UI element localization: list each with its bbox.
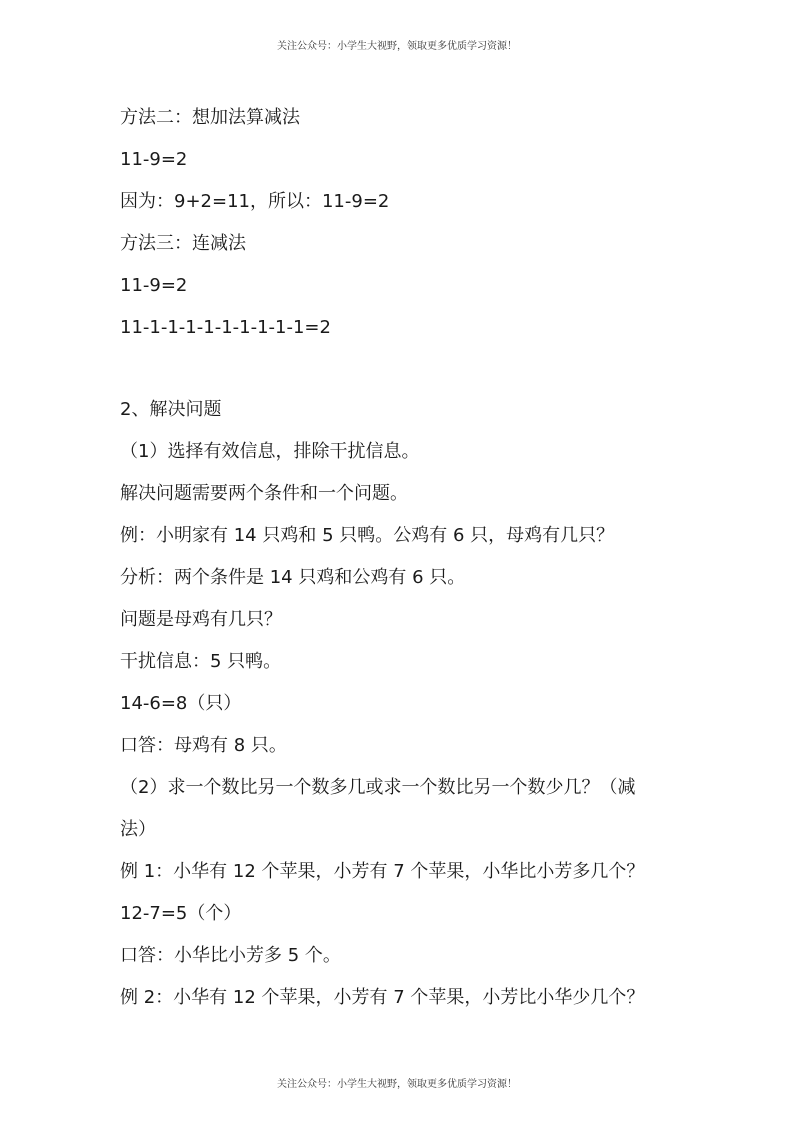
page-header: 关注公众号：小学生大视野，领取更多优质学习资源！ [277, 41, 517, 52]
method-three-chain: 11-1-1-1-1-1-1-1-1-1=2 [120, 317, 331, 338]
section-heading-problem-solving: 2、解决问题 [120, 399, 222, 420]
method-three-equation: 11-9=2 [120, 275, 188, 296]
method-two-heading: 方法二：想加法算减法 [120, 107, 300, 128]
answer-apples: 口答：小华比小芳多 5 个。 [120, 945, 341, 966]
example-1-apples: 例 1：小华有 12 个苹果，小芳有 7 个苹果，小华比小芳多几个？ [120, 861, 645, 882]
subsection-heading-2-continued: 法） [120, 819, 156, 840]
equation-chickens: 14-6=8（只） [120, 693, 242, 714]
page-footer: 关注公众号：小学生大视野，领取更多优质学习资源！ [277, 1079, 517, 1090]
example-chickens: 例：小明家有 14 只鸡和 5 只鸭。公鸡有 6 只，母鸡有几只？ [120, 525, 615, 546]
question-text: 问题是母鸡有几只？ [120, 609, 282, 630]
paragraph-conditions: 解决问题需要两个条件和一个问题。 [120, 483, 408, 504]
distractor-text: 干扰信息：5 只鸭。 [120, 651, 282, 672]
analysis-text: 分析：两个条件是 14 只鸡和公鸡有 6 只。 [120, 567, 466, 588]
subsection-heading-2: （2）求一个数比另一个数多几或求一个数比另一个数少几？（减 [120, 777, 636, 798]
subsection-heading-1: （1）选择有效信息，排除干扰信息。 [120, 441, 420, 462]
answer-chickens: 口答：母鸡有 8 只。 [120, 735, 287, 756]
example-2-apples: 例 2：小华有 12 个苹果，小芳有 7 个苹果，小芳比小华少几个？ [120, 987, 645, 1008]
method-two-reason: 因为：9+2=11，所以：11-9=2 [120, 191, 390, 212]
method-three-heading: 方法三：连减法 [120, 233, 246, 254]
method-two-equation: 11-9=2 [120, 149, 188, 170]
equation-apples: 12-7=5（个） [120, 903, 242, 924]
